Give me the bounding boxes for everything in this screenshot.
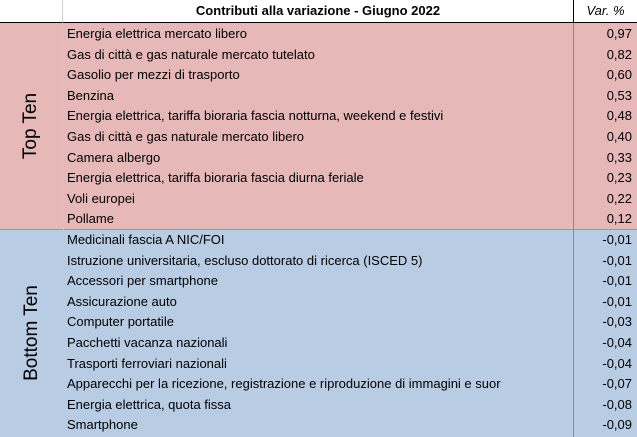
item-name: Voli europei	[67, 190, 135, 206]
table-row	[63, 415, 637, 435]
table-row	[63, 312, 637, 332]
item-name: Assicurazione auto	[67, 293, 177, 309]
item-name: Energia elettrica, quota fissa	[67, 396, 232, 412]
top-ten-label	[0, 23, 63, 229]
item-variation: 0,97	[606, 26, 632, 41]
item-variation: 0,33	[606, 149, 632, 165]
bottom-ten-label-text: Bottom Ten	[20, 285, 42, 381]
item-name: Pollame	[67, 211, 114, 227]
item-name: Trasporti ferroviari nazionali	[67, 355, 227, 371]
table-row	[63, 230, 637, 250]
item-name: Gasolio per mezzi di trasporto	[67, 67, 240, 83]
item-variation: -0,04	[602, 355, 632, 371]
item-name: Gas di città e gas naturale mercato libero	[67, 129, 305, 144]
item-variation: 0,53	[606, 87, 632, 103]
item-variation: 0,48	[606, 108, 632, 124]
table-row	[63, 209, 637, 229]
item-variation: -0,03	[602, 314, 632, 330]
item-name: Apparecchi per la ricezione, registrazione e riproduzione di immagini e suor	[67, 376, 501, 392]
table-row	[63, 86, 637, 106]
item-name: Smartphone	[67, 417, 138, 433]
item-variation: 0,23	[606, 170, 632, 186]
item-variation: -0,09	[602, 417, 632, 433]
header-corner-cell	[0, 0, 63, 23]
item-name: Camera albergo	[67, 149, 161, 165]
item-variation: 0,60	[606, 67, 632, 83]
item-variation: -0,01	[602, 232, 632, 247]
item-name: Medicinali fascia A NIC/FOI	[67, 232, 225, 247]
table-row	[63, 168, 637, 188]
table-row	[63, 374, 637, 394]
item-name: Gas di città e gas naturale mercato tutelato	[67, 46, 315, 62]
item-variation: -0,01	[602, 293, 632, 309]
item-name: Energia elettrica, tariffa bioraria fascia notturna, weekend e festivi	[67, 108, 444, 124]
item-variation: -0,07	[602, 376, 632, 392]
table-row	[63, 127, 637, 147]
item-variation: -0,04	[602, 335, 632, 350]
item-name: Istruzione universitaria, escluso dottorato di ricerca (ISCED 5)	[67, 252, 423, 268]
table-row	[63, 251, 637, 271]
var-column-header: Var. %	[573, 0, 637, 23]
item-name: Energia elettrica mercato libero	[67, 26, 247, 41]
table-row	[63, 333, 637, 353]
table-row	[63, 354, 637, 374]
bottom-ten-label	[0, 229, 63, 437]
item-variation: 0,12	[606, 211, 632, 227]
table-row	[63, 45, 637, 65]
table-row	[63, 148, 637, 168]
item-variation: 0,82	[606, 46, 632, 62]
table-row	[63, 106, 637, 126]
table-title: Contributi alla variazione - Giugno 2022	[63, 0, 573, 23]
item-variation: 0,40	[606, 129, 632, 144]
item-variation: -0,01	[602, 273, 632, 289]
table-row	[63, 292, 637, 312]
item-variation: 0,22	[606, 190, 632, 206]
item-name: Pacchetti vacanza nazionali	[67, 335, 228, 350]
item-name: Benzina	[67, 87, 114, 103]
table-row	[63, 271, 637, 291]
top-ten-label-text: Top Ten	[20, 92, 42, 160]
item-variation: -0,08	[602, 396, 632, 412]
item-name: Energia elettrica, tariffa bioraria fascia diurna feriale	[67, 170, 364, 186]
table-row	[63, 189, 637, 209]
table-row	[63, 65, 637, 85]
table-row	[63, 395, 637, 415]
item-name: Computer portatile	[67, 314, 174, 330]
table-row	[63, 24, 637, 44]
item-variation: -0,01	[602, 252, 632, 268]
item-name: Accessori per smartphone	[67, 273, 219, 289]
